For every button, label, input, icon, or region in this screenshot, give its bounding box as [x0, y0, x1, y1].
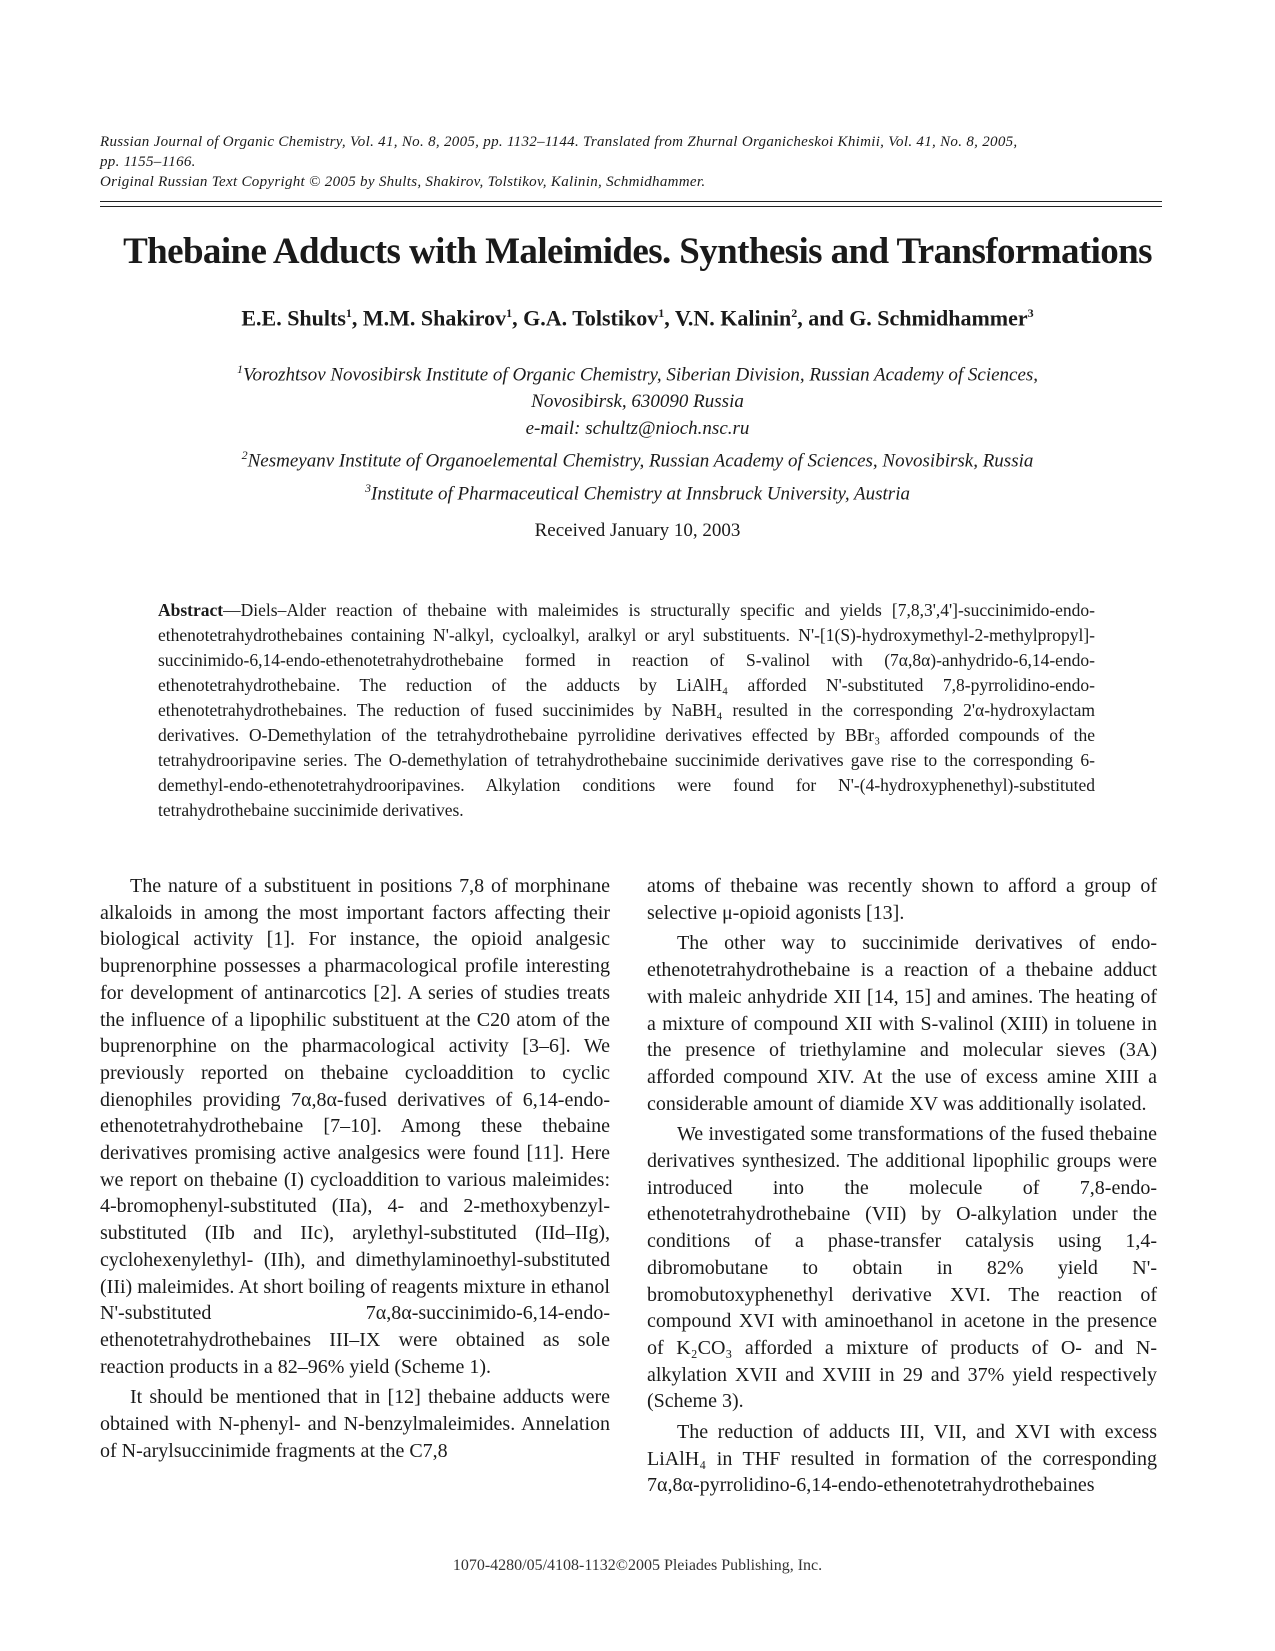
affiliation-1	[0, 356, 1275, 388]
author-affiliation-mark: 2	[791, 306, 798, 320]
body-paragraph: The other way to succinimide derivatives of endo-ethenotetrahydrothebaine is a reaction of a thebaine adduct with maleic anhydride XII [14, 15] and amines. The heating of a mixture of compound XII with S-valinol (XIII) in toluene in the presence of triethylamine and molecular sieves (3A) afforded compound XIV. At the use of excess amine XIII a considerable amount of diamide XV was additionally isolated.	[647, 932, 1157, 1115]
author-separator: ,	[664, 305, 675, 331]
author-list	[0, 298, 1275, 333]
abstract-label: Abstract	[158, 600, 224, 620]
email-link[interactable]: e-mail: schultz@nioch.nsc.ru	[525, 418, 750, 440]
author-name: M.M. Shakirov	[362, 305, 507, 331]
body-paragraph: It should be mentioned that in [12] thebaine adducts were obtained with N-phenyl- and N-benzylmaleimides. Annelation of N-arylsuccinimide fragments at the C7,8	[100, 1386, 610, 1462]
affiliation-text: Vorozhtsov Novosibirsk Institute of Organic Chemistry, Siberian Division, Russian Academy of Sciences,	[242, 364, 1039, 386]
author-name: G.A. Tolstikov	[523, 305, 659, 331]
body-column-right	[647, 873, 1157, 1503]
body-paragraph: atoms of thebaine was recently shown to afford a group of selective μ-opioid agonists [13].	[647, 875, 1157, 924]
abstract-text: —Diels–Alder reaction of thebaine with maleimides is structurally specific and yields [7,8,3',4']-succinimido-endo-ethenotetrahydrothebaines containing N'-alkyl, cycloalkyl, aralkyl or aryl substituents. N'-[1(S)-hydroxymethyl-2-methylpropyl]-succinimido-6,14-endo-ethenotetrahydrothebaine formed in reaction of S-valinol with (7α,8α)-anhydrido-6,14-endo-ethenotetrahydrothebaine. The reduction of the adducts by LiAlH₄ afforded N'-substituted 7,8-pyrrolidino-endo-ethenotetrahydrothebaines. The reduction of fused succinimides by NaBH₄ resulted in the corresponding 2'α-hydroxylactam derivatives. O-Demethylation of the tetrahydrothebaine pyrrolidine derivatives effected by BBr₃ afforded compounds of the tetrahydrooripavine series. The O-demethylation of tetrahydrothebaine succinimide derivatives gave rise to the corresponding 6-demethyl-endo-ethenotetrahydrooripavines. Alkylation conditions were found for N'-(4-hydroxyphenethyl)-substituted tetrahydrothebaine succinimide derivatives.	[158, 600, 1095, 820]
header-line-1: Russian Journal of Organic Chemistry, Vol. 41, No. 8, 2005, pp. 1132–1144. Translated from Zhurnal Organicheskoi Khimii, Vol. 41, No. 8, 2005,	[100, 134, 1018, 150]
author-separator: ,	[351, 305, 363, 331]
author-separator: ,	[512, 305, 524, 331]
author-name: G. Schmidhammer	[849, 305, 1028, 331]
author-name: V.N. Kalinin	[674, 305, 792, 331]
body-paragraph: The reduction of adducts III, VII, and XVI with excess LiAlH₄ in THF resulted in formation of the corresponding 7α,8α-pyrrolidino-6,14-endo-ethenotetrahydrothebaines	[647, 1421, 1157, 1497]
affiliation-3	[0, 475, 1275, 507]
author-affiliation-mark: 1	[506, 306, 513, 320]
affiliation-number: 2	[241, 448, 248, 463]
author-affiliation-mark: 1	[658, 306, 665, 320]
affiliation-2	[0, 442, 1275, 474]
affiliation-text: Nesmeyanv Institute of Organoelemental Chemistry, Russian Academy of Sciences, Novosibirsk, Russia	[247, 450, 1034, 472]
journal-header	[100, 132, 1162, 192]
abstract	[158, 598, 1095, 823]
affiliation-number: 3	[365, 480, 371, 495]
author-affiliation-mark: 3	[1027, 306, 1034, 320]
body-column-left	[100, 873, 610, 1468]
body-paragraph: The nature of a substituent in positions 7,8 of morphinane alkaloids in among the most important factors affecting their biological activity [1]. For instance, the opioid analgesic buprenorphine possesses a pharmacological profile interesting for development of antinarcotics [2]. A series of studies treats the influence of a lipophilic substituent at the C20 atom of the buprenorphine on the pharmacological activity [3–6]. We previously reported on thebaine cycloaddition to cyclic dienophiles providing 7α,8α-fused derivatives of 6,14-endo-ethenotetrahydrothebaine [7–10]. Among these thebaine derivatives promising active analgesics were found [11]. Here we report on thebaine (I) cycloaddition to various maleimides: 4-bromophenyl-substituted (IIa), 4- and 2-methoxybenzyl-substituted (IIb and IIc), arylethyl-substituted (IId–IIg), cyclohexenylethyl- (IIh), and dimethylaminoethyl-substituted (IIi) maleimides. At short boiling of reagents mixture in ethanol N'-substituted 7α,8α-succinimido-6,14-endo-ethenotetrahydrothebaines III–IX were obtained as sole reaction products in a 82–96% yield (Scheme 1).	[100, 875, 610, 1378]
author-name: E.E. Shults	[241, 305, 346, 331]
header-rule-top	[100, 201, 1162, 202]
header-line-2: pp. 1155–1166.	[100, 154, 196, 170]
affiliation-1-city: Novosibirsk, 630090 Russia	[531, 391, 744, 413]
affiliations	[0, 356, 1275, 507]
affiliation-text: Institute of Pharmaceutical Chemistry at Innsbruck University, Austria	[371, 482, 910, 504]
affiliation-number: 1	[236, 362, 243, 376]
header-line-3: Original Russian Text Copyright © 2005 by Shults, Shakirov, Tolstikov, Kalinin, Schmidhammer.	[100, 174, 706, 190]
paper-title: Thebaine Adducts with Maleimides. Synthesis and Transformations	[123, 231, 1152, 272]
header-rule-bottom	[100, 206, 1162, 207]
copyright-footer: 1070-4280/05/4108-1132©2005 Pleiades Publishing, Inc.	[452, 1557, 823, 1574]
body-paragraph: We investigated some transformations of the fused thebaine derivatives synthesized. The additional lipophilic groups were introduced into the molecule of 7,8-endo-ethenotetrahydrothebaine (VII) by O-alkylation under the conditions of a phase-transfer catalysis using 1,4-dibromobutane to obtain in 82% yield N'-bromobutoxyphenethyl derivative XVI. The reaction of compound XVI with aminoethanol in acetone in the presence of K₂CO₃ afforded a mixture of products of O- and N-alkylation XVII and XVIII in 29 and 37% yield respectively (Scheme 3).	[647, 1123, 1157, 1413]
author-affiliation-mark: 1	[345, 306, 352, 320]
author-separator: , and	[797, 305, 850, 331]
received-date: Received January 10, 2003	[534, 520, 741, 541]
